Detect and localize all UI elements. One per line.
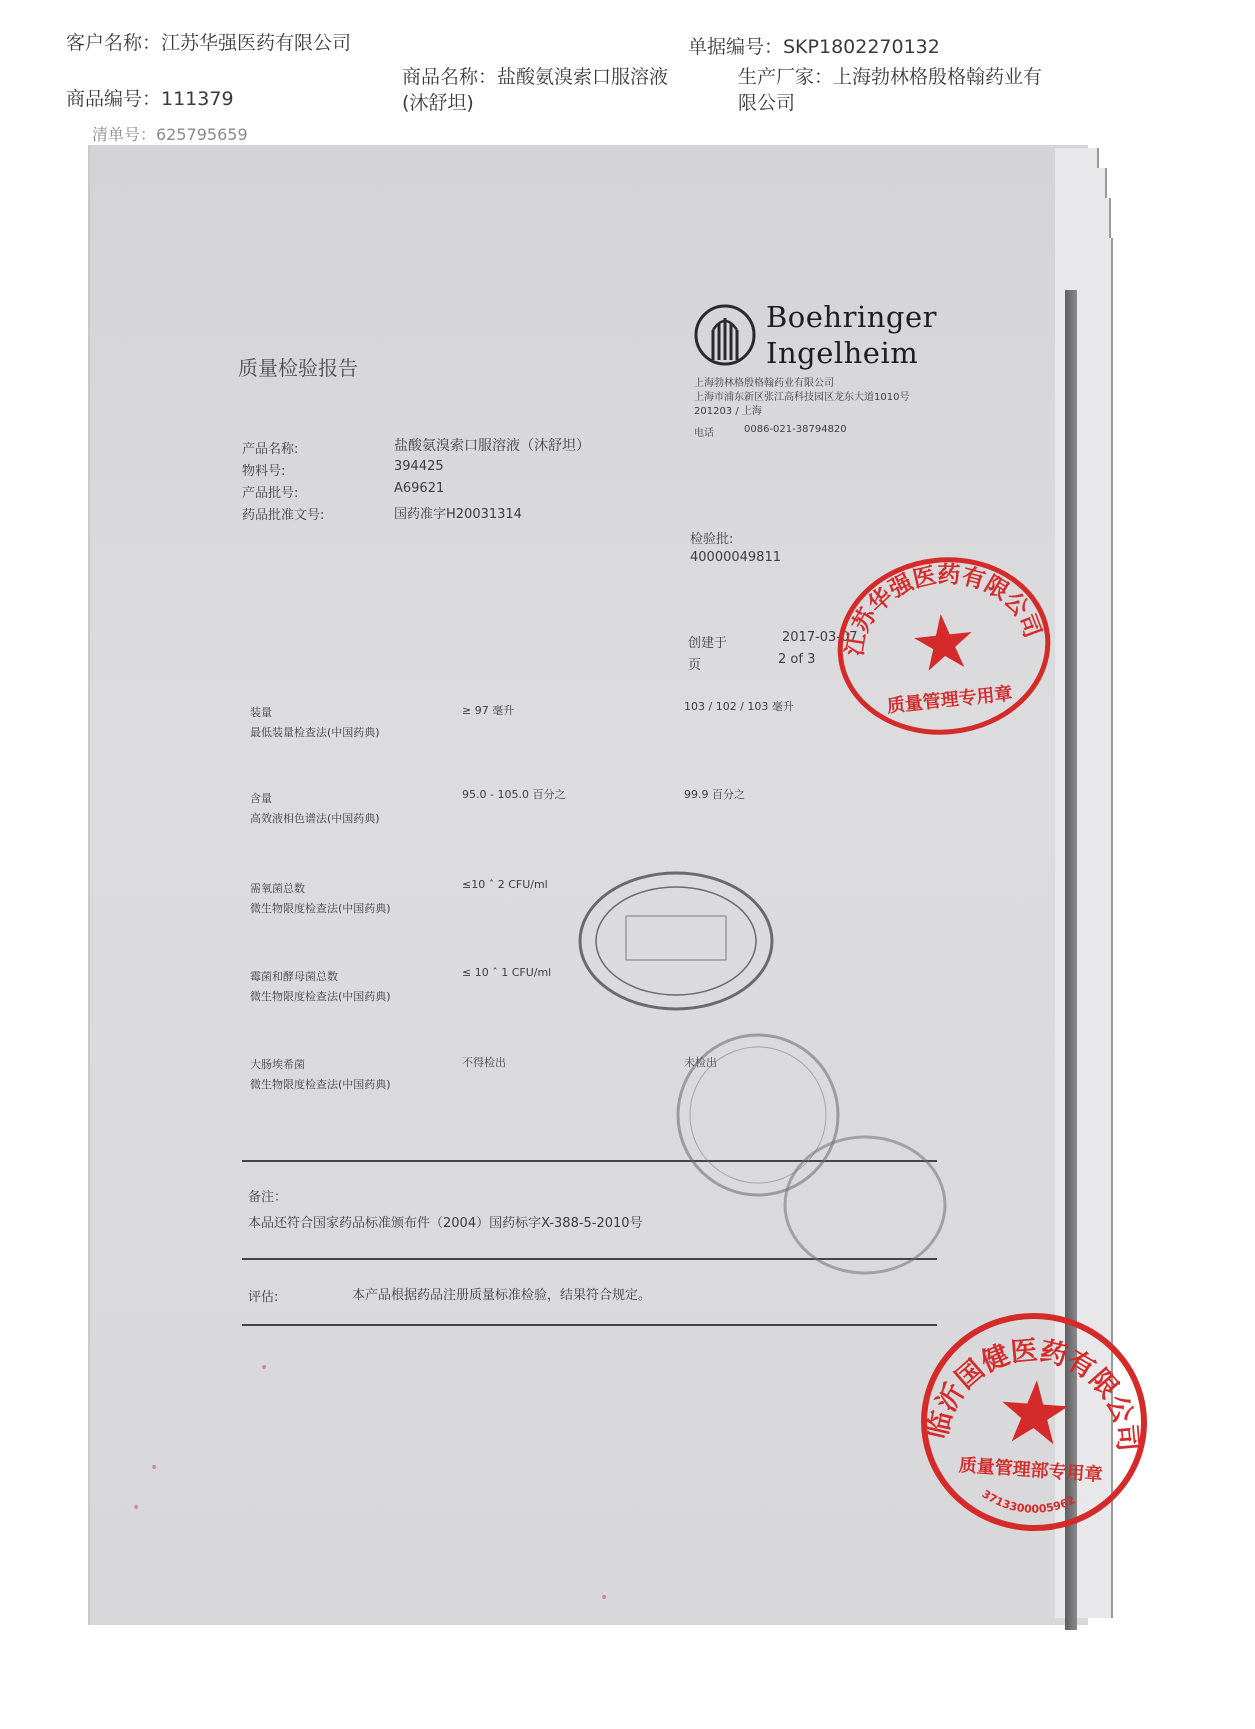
test-method: 微生物限度检查法(中国药典) [250,902,391,915]
test-method: 高效液相色谱法(中国药典) [250,812,380,825]
company-address: 上海市浦东新区张江高科技园区龙东大道1010号 [694,392,910,403]
product-code: 商品编号：111379 [66,88,234,110]
svg-text:3713300005962 [979,1487,1078,1519]
inspection-lot-value: 40000049811 [690,550,781,565]
brand-line2: Ingelheim [766,336,919,370]
scan-speck: • [260,1360,269,1376]
manufacturer-inspection-stamp [576,866,776,1016]
boehringer-logo-icon [693,302,757,370]
test-name: 装量 [250,706,272,719]
test-result: 99.9 百分之 [684,788,745,801]
created-label: 创建于 [688,636,728,651]
test-result: 未检出 [684,1056,717,1069]
seal-bottom-text: 质量管理专用章 [885,683,1014,718]
page-value: 2 of 3 [778,652,816,667]
created-date: 2017-03-07 [782,630,858,645]
test-method: 微生物限度检查法(中国药典) [250,1078,391,1091]
remarks-label: 备注： [248,1190,288,1205]
faded-oval-stamp [780,1130,950,1280]
seal-number: 3713300005962 [979,1487,1078,1516]
jiangsu-huaqiang-seal [827,545,1061,747]
manufacturer-header: 生产厂家：上海勃林格殷格翰药业有限公司 [738,66,1043,114]
inspection-lot-label: 检验批: [690,532,734,547]
field-label: 药品批准文号: [242,508,325,523]
remarks-text: 本品还符合国家药品标准颁布件（2004）国药标字X-388-5-2010号 [248,1216,643,1231]
company-postcode: 201203 / 上海 [694,406,762,417]
field-value: 394425 [394,459,444,474]
scan-speck: • [132,1500,141,1516]
divider [242,1324,937,1326]
test-spec: ≥ 97 毫升 [462,704,515,717]
list-number: 清单号：625795659 [92,125,248,144]
test-spec: ≤10 ˆ 2 CFU/ml [462,878,548,891]
field-value: 盐酸氨溴索口服溶液（沐舒坦） [394,438,590,454]
evaluation-label: 评估: [248,1290,279,1305]
seal-bottom-text: 质量管理部专用章 [958,1454,1104,1486]
company-name: 上海勃林格殷格翰药业有限公司 [694,378,834,389]
test-name: 含量 [250,792,272,805]
star-icon [1000,1378,1070,1445]
product-name-header: 商品名称：盐酸氨溴索口服溶液(沐舒坦) [402,66,669,114]
test-result: 103 / 102 / 103 毫升 [684,700,794,713]
linyi-guojian-seal [910,1302,1157,1542]
document-number: 单据编号：SKP1802270132 [688,36,940,58]
page-label: 页 [688,658,702,673]
test-name: 大肠埃希菌 [250,1058,305,1071]
report-title: 质量检验报告 [238,356,358,380]
evaluation-text: 本产品根据药品注册质量标准检验，结果符合规定。 [352,1288,652,1303]
field-value: 国药准字H20031314 [394,507,522,522]
field-label: 产品批号: [242,486,299,501]
test-name: 需氧菌总数 [250,882,305,895]
phone-number: 0086-021-38794820 [744,424,847,435]
field-value: A69621 [394,481,445,496]
field-label: 物料号: [242,464,286,479]
star-icon [912,611,975,672]
test-spec: 95.0 - 105.0 百分之 [462,788,566,801]
brand-line1: Boehringer [766,300,938,334]
scan-speck: • [600,1590,609,1606]
test-spec: 不得检出 [462,1056,506,1069]
scan-speck: • [150,1460,159,1476]
phone-label: 电话 [694,428,714,439]
test-spec: ≤ 10 ˆ 1 CFU/ml [462,966,552,979]
field-label: 产品名称: [242,442,299,457]
test-name: 霉菌和酵母菌总数 [250,970,338,983]
seal-ring-text: 江苏华强医药有限公司 [842,562,1046,658]
seal-ring-text: 临沂国健医药有限公司 [922,1335,1144,1453]
test-method: 最低装量检查法(中国药典) [250,726,380,739]
test-method: 微生物限度检查法(中国药典) [250,990,391,1003]
customer-name: 客户名称：江苏华强医药有限公司 [66,32,352,54]
